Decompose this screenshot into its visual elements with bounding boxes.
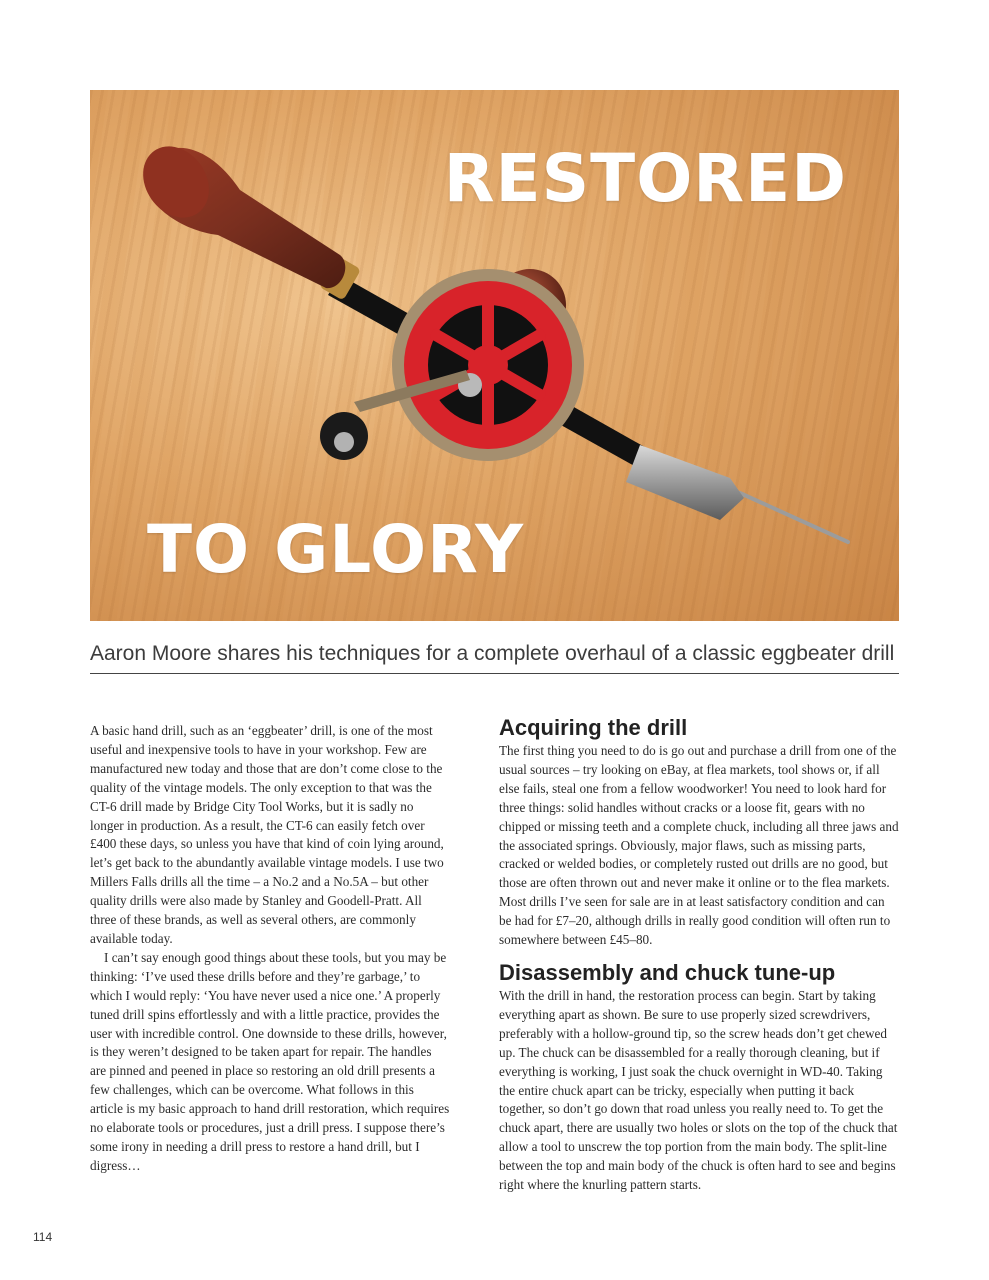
drill-bit xyxy=(740,493,848,542)
section-heading: Disassembly and chuck tune-up xyxy=(499,959,836,985)
body-paragraph: A basic hand drill, such as an ‘eggbeater’ drill, is one of the most useful and inexpensive tools to have in your workshop. Few are manufactured new today and those that are don’t come close to the quality of the vintage models. The only exception to that was the CT-6 drill made by Bridge City Tool Works, but it is sadly no longer in production. As a result, the CT-6 can easily fetch over £400 these days, so unless you have that kind of coin lying around, let’s get back to the abundantly available vintage models. I use two Millers Falls drills all the time – a No.2 and a No.5A – but other quality drills were also made by Stanley and Goodell-Pratt. All three of these brands, as well as several others, are commonly available today. xyxy=(90,723,444,946)
chuck xyxy=(626,445,744,520)
body-paragraph: I can’t say enough good things about these tools, but you may be thinking: ‘I’ve used these drills before and they’re garbage,’ to which I would reply: ‘You have never used a nice one.’ A properly tuned drill spins effortlessly and with a little practice, provides the user with incredible control. One downside to these drills, however, is they weren’t designed to be taken apart for repair. The handles are pinned and peened in place so restoring an old drill presents a few challenges, which can be overcome. What follows in this article is my basic approach to hand drill restoration, which requires no elaborate tools or procedures, just a drill press. I suppose there’s some irony in needing a drill press to restore a hand drill, but I digress… xyxy=(90,949,450,1173)
right-column xyxy=(499,714,900,1195)
hero-title-line2: TO GLORY xyxy=(147,511,525,588)
left-column xyxy=(90,722,450,1176)
section-heading: Acquiring the drill xyxy=(499,715,688,740)
divider xyxy=(90,673,899,674)
body-paragraph: The first thing you need to do is go out and purchase a drill from one of the usual sources – try looking on eBay, at flea markets, tool shows or, if all else fails, steal one from a fellow woodworker! You need to look hard for three things: solid handles without cracks or a loose fit, gears with no chipped or missing teeth and a complete chuck, including all three jaws and the associated springs. Obviously, major flaws, such as missing parts, cracked or welded bodies, or completely rusted out drills are no good, but those are often thrown out and never make it online or to the flea markets. Most drills I’ve seen for sale are in at least satisfactory condition and can be had for £7–20, although drills in really good condition will often run to somewhere between £45–80. xyxy=(499,743,899,948)
hero-title-line1: RESTORED xyxy=(443,140,847,217)
standfirst: Aaron Moore shares his techniques for a complete overhaul of a classic eggbeater drill xyxy=(90,642,895,665)
hero-photo xyxy=(90,90,899,621)
page-number: 114 xyxy=(33,1230,53,1244)
body-paragraph: With the drill in hand, the restoration process can begin. Start by taking everything apart as shown. Be sure to use properly sized screwdrivers, preferably with a hollow-ground tip, so the screw heads don’t get chewed up. The chuck can be disassembled for a really thorough cleaning, but if everything is working, I just soak the chuck overnight in WD-40. Taking the entire chuck apart can be tricky, especially when putting it back together, so don’t go down that road unless you really need to. To get the chuck apart, there are usually two holes or slots on the top of the chuck that allow a tool to unscrew the top portion from the main body. The split-line between the top and main body of the chuck is often hard to see and begins right where the knurling pattern starts. xyxy=(499,987,898,1193)
